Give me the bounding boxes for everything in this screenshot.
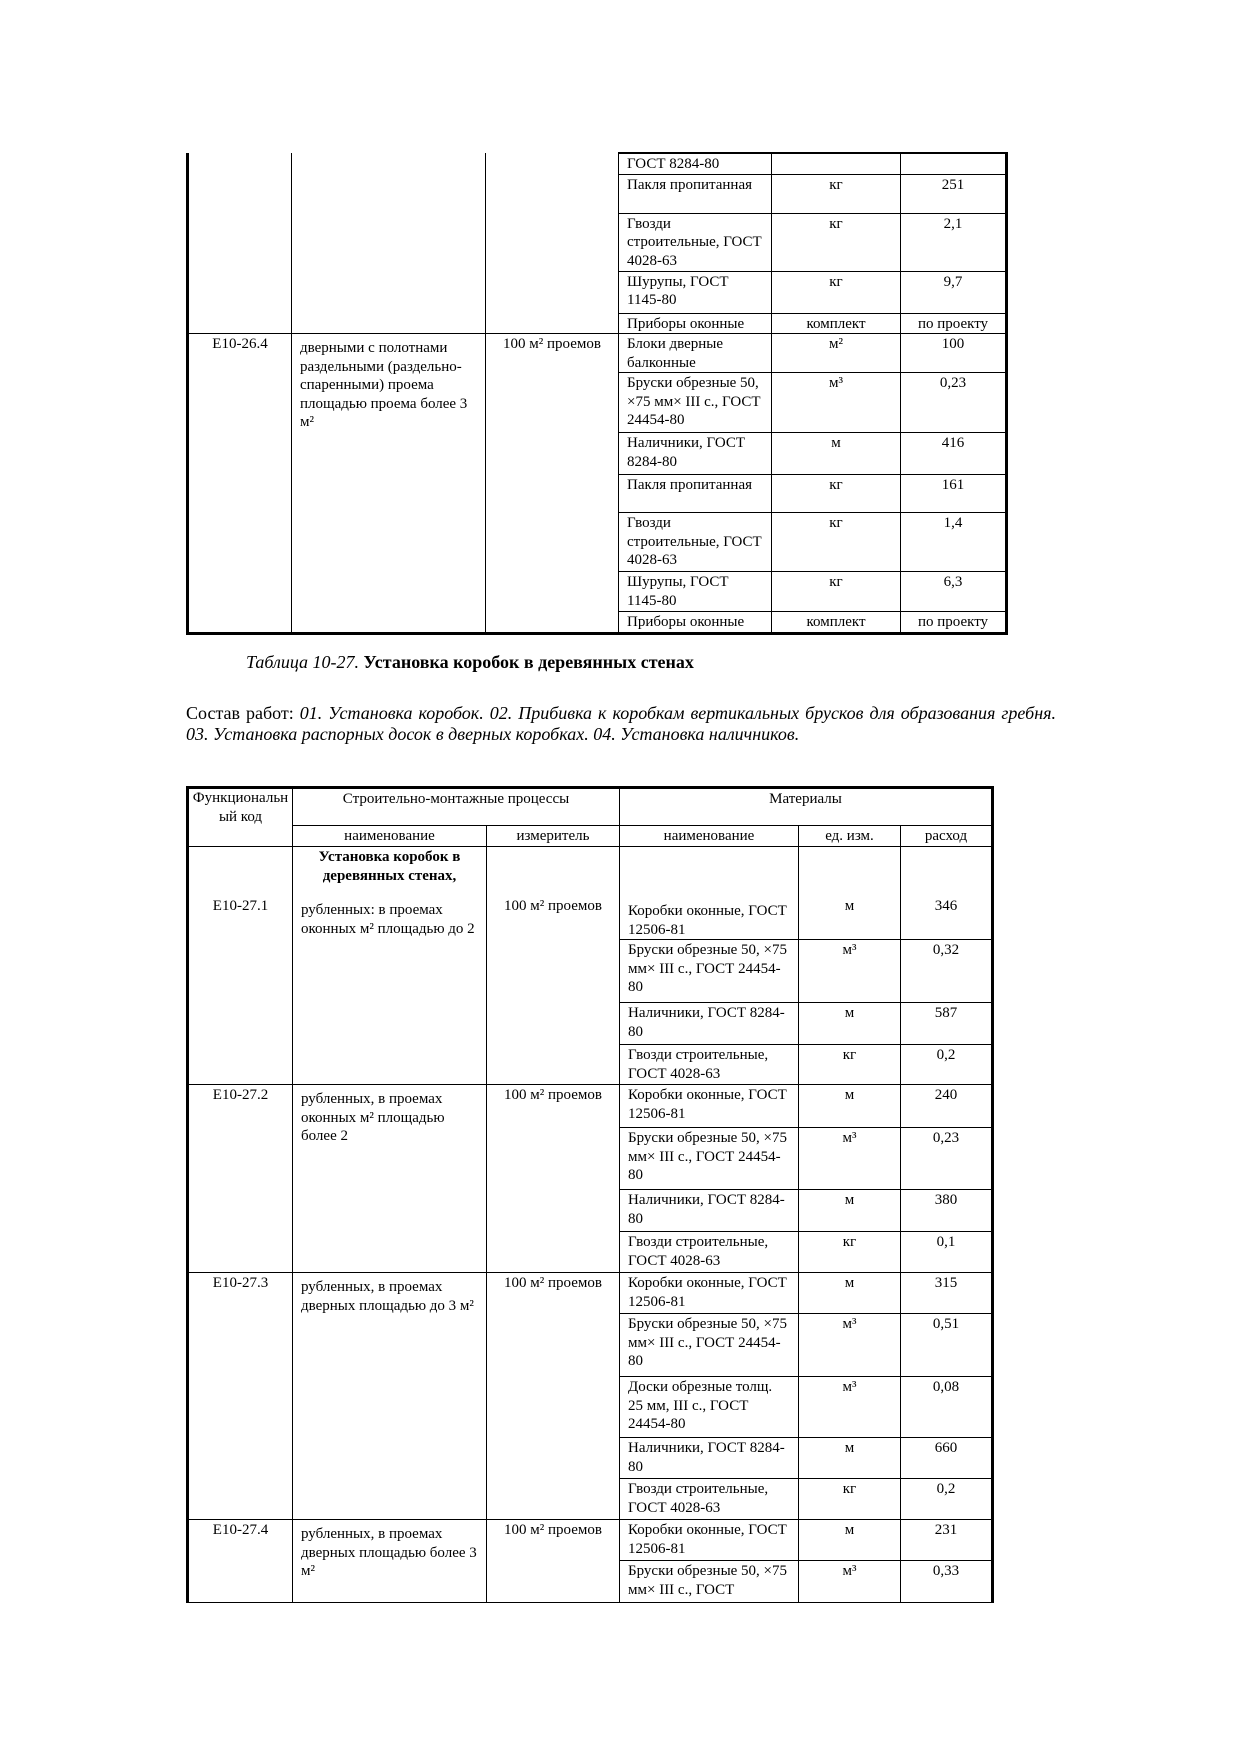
materials-table-continued [186,152,1008,635]
material-name: Шурупы, ГОСТ 1145-80 [619,572,772,612]
material-qty: 380 [901,1190,993,1232]
table-row [188,1520,993,1561]
material-unit: м² [772,334,901,373]
material-unit [772,153,901,174]
material-name: Коробки оконные, ГОСТ 12506-81 [620,1520,799,1561]
process-text: рубленных, в проемах дверных площадью более 3 м² [301,1526,477,1579]
process-name [293,1085,487,1273]
material-name: Бруски обрезные 50, ×75 мм× III с., ГОСТ 24454-80 [620,940,799,1003]
material-name: ГОСТ 8284-80 [619,153,772,174]
material-unit: м³ [799,1561,901,1603]
material-unit: м [799,1085,901,1128]
material-name: Доски обрезные толщ. 25 мм, III с., ГОСТ 24454-80 [620,1377,799,1438]
material-unit: м [772,433,901,475]
material-unit: кг [772,475,901,513]
material-unit: кг [772,213,901,271]
material-qty: 240 [901,1085,993,1128]
table-10-27 [186,786,994,1603]
material-name: Бруски обрезные 50, ×75 мм× III с., ГОСТ [620,1561,799,1603]
material-name: Гвозди строительные, ГОСТ 4028-63 [620,1232,799,1273]
material-unit: м³ [799,1128,901,1190]
work-composition [186,703,1056,745]
header-process-unit: измеритель [487,826,620,847]
header-material-unit: ед. изм. [799,826,901,847]
material-qty: 100 [901,334,1007,373]
material-name: Наличники, ГОСТ 8284-80 [620,1003,799,1045]
material-unit: м [799,1520,901,1561]
material-name: Шурупы, ГОСТ 1145-80 [619,271,772,313]
material-qty: 6,3 [901,572,1007,612]
material-unit: м [799,1273,901,1314]
table-row [188,847,993,940]
material-name: Приборы оконные [619,313,772,334]
process-unit [486,153,619,334]
material-name: Коробки оконные, ГОСТ 12506-81 [620,1085,799,1128]
material-qty: 1,4 [901,513,1007,572]
table-number: Таблица 10-27. [246,652,360,672]
header-code: Функциональный код [188,788,293,847]
material-name: Гвозди строительные, ГОСТ 4028-63 [619,513,772,572]
process-name [293,1520,487,1603]
material-unit: кг [799,1045,901,1085]
material-qty: по проекту [901,612,1007,634]
material-qty: 161 [901,475,1007,513]
function-code: Е10-26.4 [188,334,292,634]
composition-label: Состав работ: [186,703,294,723]
material-name: Пакля пропитанная [619,174,772,213]
function-code: Е10-27.3 [188,1273,293,1520]
table-title: Установка коробок в деревянных стенах [363,652,694,672]
material-name: Бруски обрезные 50, ×75 мм× III с., ГОСТ 24454-80 [620,1314,799,1377]
function-code: Е10-27.2 [188,1085,293,1273]
process-text: рубленных, в проемах дверных площадью до 3 м² [301,1279,474,1314]
material-qty: 0,33 [901,1561,993,1603]
process-unit: 100 м² проемов [487,847,620,1085]
material-name: Коробки оконные, ГОСТ 12506-81 [620,1273,799,1314]
material-unit: кг [799,1232,901,1273]
process-heading: Установка коробок в деревянных стенах, [318,849,461,884]
composition-text: 01. Установка коробок. 02. Прибивка к коробкам вертикальных брусков для образования гребня. 03. Установка распорных досок в дверных коробках. 04. Установка наличников. [186,703,1057,744]
material-name: Наличники, ГОСТ 8284-80 [620,1190,799,1232]
material-qty: 660 [901,1438,993,1479]
material-qty: 0,2 [901,1479,993,1520]
material-unit: м³ [799,940,901,1003]
table-row [188,1085,993,1128]
process-name [293,1273,487,1520]
table-caption [246,652,694,673]
process-text: рубленных: в проемах оконных м² площадью до 2 [301,902,475,937]
material-qty: 251 [901,174,1007,213]
material-qty: 0,08 [901,1377,993,1438]
material-unit: м³ [772,373,901,433]
material-qty: 0,1 [901,1232,993,1273]
table-row [188,1273,993,1314]
material-unit: кг [772,572,901,612]
material-unit: м [799,847,901,940]
material-qty: 231 [901,1520,993,1561]
material-name: Бруски обрезные 50, ×75 мм× III с., ГОСТ 24454-80 [620,1128,799,1190]
process-unit: 100 м² проемов [486,334,619,634]
process-text: рубленных, в проемах оконных м² площадью более 2 [301,1091,445,1144]
material-name: Гвозди строительные, ГОСТ 4028-63 [620,1045,799,1085]
header-materials: Материалы [620,788,993,826]
material-name: Гвозди строительные, ГОСТ 4028-63 [620,1479,799,1520]
function-code: Е10-27.1 [188,847,293,1085]
process-name [292,334,486,634]
material-qty: 587 [901,1003,993,1045]
function-code: Е10-27.4 [188,1520,293,1603]
header-process-name: наименование [293,826,487,847]
process-unit: 100 м² проемов [487,1273,620,1520]
table-row [188,153,1007,174]
material-qty: 9,7 [901,271,1007,313]
process-name [292,153,486,334]
material-name: Наличники, ГОСТ 8284-80 [619,433,772,475]
material-unit: кг [772,174,901,213]
table-row [188,334,1007,373]
material-qty: 0,2 [901,1045,993,1085]
material-unit: комплект [772,612,901,634]
header-material-name: наименование [620,826,799,847]
material-qty: 315 [901,1273,993,1314]
material-name: Гвозди строительные, ГОСТ 4028-63 [619,213,772,271]
header-processes: Строительно-монтажные процессы [293,788,620,826]
process-text: дверными с полотнами раздельными (раздельно-спаренными) проема площадью проема более 3 м² [300,340,468,430]
material-qty: 346 [901,847,993,940]
process-unit: 100 м² проемов [487,1085,620,1273]
material-name: Пакля пропитанная [619,475,772,513]
material-unit: м [799,1003,901,1045]
material-qty: 0,23 [901,373,1007,433]
process-name [293,847,487,1085]
material-unit: комплект [772,313,901,334]
function-code [188,153,292,334]
material-qty: 0,23 [901,1128,993,1190]
material-unit: м [799,1438,901,1479]
material-unit: кг [772,513,901,572]
material-unit: кг [799,1479,901,1520]
material-unit: кг [772,271,901,313]
material-name: Приборы оконные [619,612,772,634]
material-qty: 416 [901,433,1007,475]
material-name: Наличники, ГОСТ 8284-80 [620,1438,799,1479]
material-qty: по проекту [901,313,1007,334]
material-unit: м³ [799,1377,901,1438]
material-qty: 2,1 [901,213,1007,271]
material-unit: м [799,1190,901,1232]
material-qty [901,153,1007,174]
material-name: Коробки оконные, ГОСТ 12506-81 [620,847,799,940]
material-name: Бруски обрезные 50, ×75 мм× III с., ГОСТ 24454-80 [619,373,772,433]
material-qty: 0,51 [901,1314,993,1377]
material-name: Блоки дверные балконные [619,334,772,373]
material-unit: м³ [799,1314,901,1377]
material-qty: 0,32 [901,940,993,1003]
process-unit: 100 м² проемов [487,1520,620,1603]
header-material-qty: расход [901,826,993,847]
